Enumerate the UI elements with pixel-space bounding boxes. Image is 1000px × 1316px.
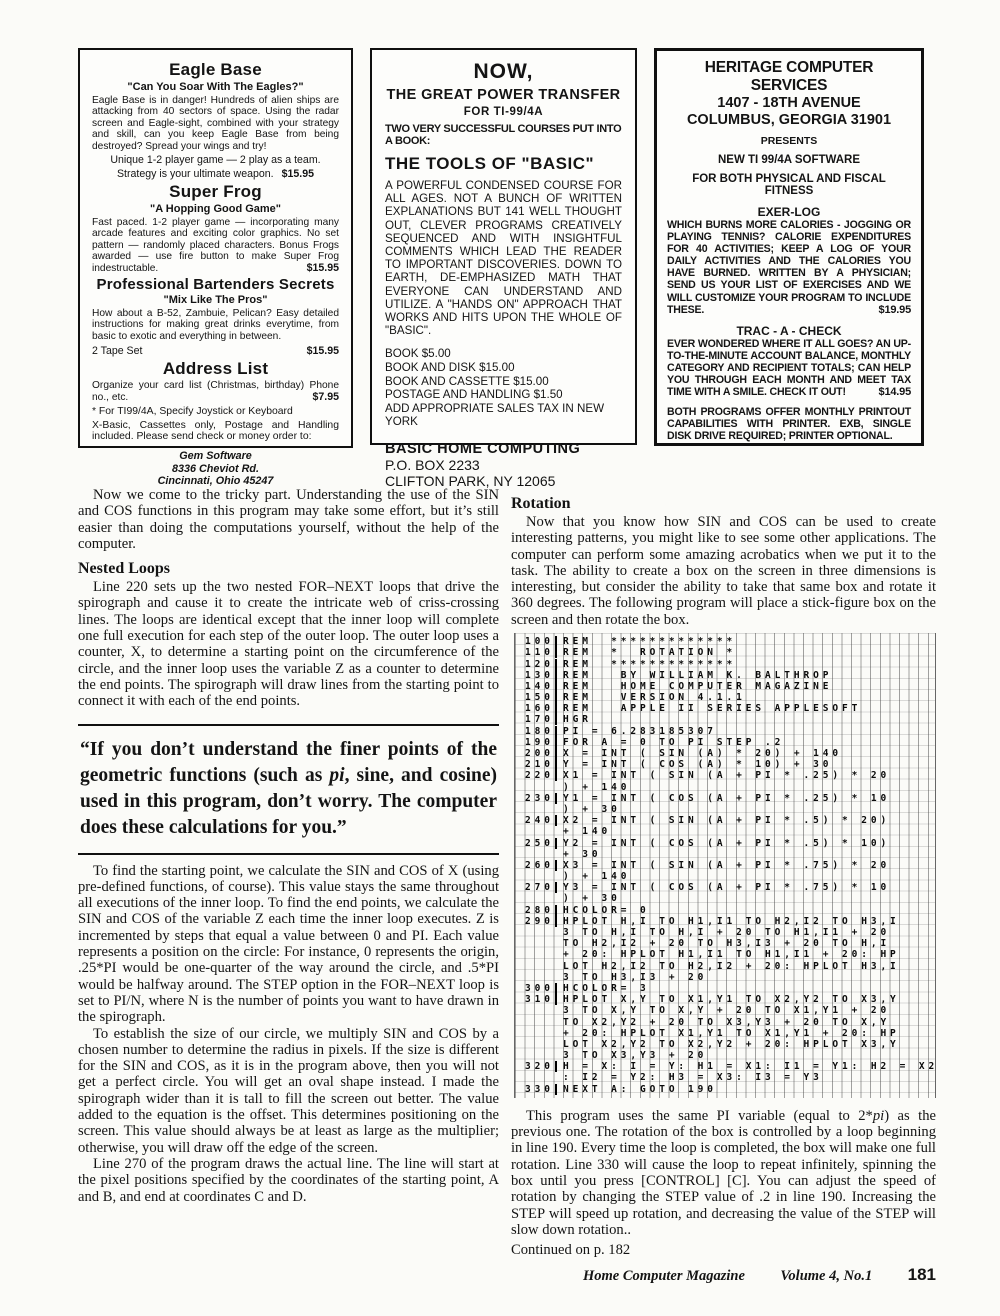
ad-note: Unique 1-2 player game — 2 play as a team. [110, 154, 321, 167]
ad-format-price-row [92, 345, 339, 357]
pull-quote: “If you don’t understand the finer points of the geometric functions (such as pi, sine, and cosine) used in this program, don’t worry. The computer does these calculations for you.” [78, 724, 499, 855]
listing-row [525, 726, 935, 737]
code-text: Y = INT ( COS (A) * 10) + 30 [563, 759, 833, 771]
code-text: REM BY WILLIAM K. BALTHROP [563, 669, 833, 681]
price-line: BOOK AND CASSETTE $15.00 [385, 374, 549, 388]
code-text: HGR [563, 714, 592, 726]
company-address: 1407 - 18TH AVENUE [717, 95, 861, 111]
magazine-title: Home Computer Magazine [583, 1268, 745, 1285]
company-name: Gem Software [179, 450, 252, 463]
code-text: X1 = INT ( SIN (A + PI * .25) * 20 [563, 770, 891, 782]
code-text: X = INT ( SIN (A) * 20) + 140 [563, 748, 842, 760]
listing-row [525, 905, 935, 916]
code-text: HPLOT H,I TO H1,I1 TO H2,I2 TO H3,I [563, 915, 900, 927]
line-number: 320 [525, 1061, 557, 1072]
listing-row [525, 938, 935, 949]
ad-product-title: TRAC - A - CHECK [736, 323, 842, 338]
code-text: ) + 30 [563, 893, 621, 905]
ad-product-body: Eagle Base is in danger! Hundreds of alien ships are attacking from 40 sectors of space. Using the radar screen and Eagle-sight, combined with your strategy and skill, can you keep Eagle Base from being destroyed? Spread your wings and try! [92, 95, 339, 152]
listing-row [525, 1005, 935, 1016]
company-name: BASIC HOME COMPUTING [385, 441, 581, 457]
page-number: 181 [907, 1265, 936, 1285]
code-text: X3 = INT ( SIN (A + PI * .75) * 20 [563, 859, 891, 871]
code-text: REM VERSION 4.1.1 [563, 692, 746, 704]
ad-product-body: Organize your card list (Christmas, birthday) Phone no., etc. $7.95 [92, 380, 339, 403]
paragraph: To find the starting point, we calculate the SIN and COS of X (using pre-defined functions, of course). This value stays the same throughout all executions of the inner loop. To find the end points, we calculate the SIN and COS of the variable Z each time the inner loop executes. Z is incremented by steps that equal a value between 0 and PI. Each value represents a position on the circle: For instance, 0 represents the origin, .25*PI would be one-quarter of the way around the circle, and .5*PI would be halfway around. The STEP option in the FOR–NEXT loop is set to PI/N, where N is the number of points you want to have drawn in the spirograph. [78, 862, 499, 1026]
code-text: ) + 140 [563, 871, 631, 883]
line-number: 200 [525, 748, 557, 759]
ad-note: Strategy is your ultimate weapon. [116, 168, 274, 181]
code-text: H = X: I = Y: H1 = X1: I1 = Y1: H2 = X2 [563, 1061, 939, 1073]
ad-basic-home-computing [370, 48, 637, 489]
listing-row [525, 670, 935, 681]
line-number: 220 [525, 770, 557, 781]
page-footer [511, 1265, 936, 1285]
line-number: 250 [525, 838, 557, 849]
listing-row [525, 994, 935, 1005]
code-text: TO X2,Y2 + 20 TO X3,Y3 + 20 TO X,Y [563, 1016, 891, 1028]
price: $14.95 [873, 386, 911, 398]
company-name: HERITAGE COMPUTER SERVICES [704, 59, 874, 94]
listing-row [525, 871, 935, 882]
code-text: + 30 [563, 848, 602, 860]
code-text: : I2 = Y2: H3 = X3: I3 = Y3 [563, 1072, 823, 1084]
code-text: + 140 [563, 826, 612, 838]
line-number: 210 [525, 759, 557, 770]
ad-product-title: Address List [162, 359, 269, 379]
paragraph: Now we come to the tricky part. Understanding the use of the SIN and COS functions in this program may take some effort, but it’s still easier than doing the computations yourself, without the help of the computer. [78, 487, 499, 552]
listing-row [525, 949, 935, 960]
section-heading: Rotation [511, 495, 571, 512]
listing-row [525, 692, 935, 703]
ad-footnote: * For TI99/4A, Specify Joystick or Keyboard [92, 406, 293, 418]
article-right-column [511, 487, 939, 1285]
ad-product-tagline: "Mix Like The Pros" [163, 294, 268, 307]
line-number: 160 [525, 703, 557, 714]
listing-row [525, 770, 935, 781]
listing-row [525, 636, 935, 647]
ad-gem-software [78, 48, 353, 488]
ad-footnote: BOTH PROGRAMS OFFER MONTHLY PRINTOUT CAPABILITIES WITH PRINTER. EXB, SINGLE DISK DRIVE REQUIRED; PRINTER OPTIONAL. [667, 406, 911, 443]
ad-subheadline: NEW TI 99/4A SOFTWARE [717, 154, 861, 166]
line-number: 130 [525, 670, 557, 681]
ad-product-body: Fast paced. 1-2 player game — incorporating many arcade features and exciting color graphics. No set pattern — randomly placed characters. Bonus Frogs awarded — use fire button to make Super Frog indestructable. $15.95 [92, 217, 339, 274]
listing-row [525, 714, 935, 725]
ad-product-tagline: "A Hopping Good Game" [149, 203, 282, 216]
company-address: COLUMBUS, GEORGIA 31901 [686, 111, 892, 128]
ad-headline: THE GREAT POWER TRANSFER [386, 87, 621, 103]
listing-row [525, 1084, 935, 1095]
price: $15.95 [306, 345, 339, 358]
ad-product-tagline: "Can You Soar With The Eagles?" [127, 81, 304, 93]
listing-row [525, 849, 935, 860]
listing-row [525, 916, 935, 927]
listing-row [525, 972, 935, 983]
code-text: REM APPLE II SERIES APPLESOFT [563, 703, 862, 715]
listing-row [525, 927, 935, 938]
listing-row [525, 703, 935, 714]
price-line: BOOK AND DISK $15.00 [385, 361, 515, 375]
ad-product-title: THE TOOLS OF "BASIC" [385, 154, 595, 173]
ad-headline: NOW, [473, 60, 534, 83]
ad-product-body: How about a B-52, Zambuie, Pelican? Easy detailed instructions for making great drinks everytime, from basic to exotic and everything in between. [92, 308, 339, 342]
code-text: 3 TO H,I TO H,I + 20 TO H1,I1 + 20 [563, 927, 891, 939]
listing-row [525, 658, 935, 669]
line-number: 260 [525, 860, 557, 871]
listing-row [525, 815, 935, 826]
line-number: 230 [525, 793, 557, 804]
listing-row [525, 1039, 935, 1050]
ad-product-title: Eagle Base [169, 60, 262, 79]
code-text: HCOLOR= 0 [563, 904, 650, 916]
listing-row [525, 681, 935, 692]
code-text: + 20: HPLOT H1,I1 TO H1,I1 + 20: HP [563, 949, 900, 961]
company-address: 8336 Cheviot Rd. [171, 462, 259, 475]
paragraph: Line 220 sets up the two nested FOR–NEXT loops that drive the spirograph and cause it to create the intricate web of criss-crossing lines. The loops are identical except that the inner loop will complete one full execution for each step of the outer loop. The outer loop uses a counter, X, to determine a starting point on the circumference of the circle, and the inner loop uses the variable Z as a counter to determine the end points. The spirograph will draw lines from the starting point to connect it with each of the end points. [78, 579, 499, 710]
ad-product-body: EVER WONDERED WHERE IT ALL GOES? AN UP-TO-THE-MINUTE ACCOUNT BALANCE, MONTHLY CATEGORY AND RECIPIENT TOTALS; CAN HELP YOU THROUGH EACH MONTH AND MEET TAX TIME WITH A SMILE. CHECK IT OUT! $14.95 [667, 337, 911, 399]
basic-program-listing [514, 633, 939, 1098]
listing-row [525, 860, 935, 871]
ad-subheadline: FOR BOTH PHYSICAL AND FISCAL FITNESS [692, 173, 886, 197]
line-number: 290 [525, 916, 557, 927]
listing-row [525, 793, 935, 804]
code-text: NEXT A: GOTO 190 [563, 1083, 717, 1095]
ad-product-body: A POWERFUL CONDENSED COURSE FOR ALL AGES. NOT A BUNCH OF WRITTEN EXPLANATIONS BUT 141 WELL THOUGHT OUT, CLEVER PROGRAMS CREATIVELY SEQUENCED AND WITH INSIGHTFUL COMMENTS WHICH LEAD THE READER TO IMPORTANT DISCOVERIES. DOWN TO EARTH, DE-EMPHASIZED MATH THAT EVERYONE CAN UNDERSTAND AND UTILIZE. A "HANDS ON" APPROACH THAT WORKS AND HITS UPON THE WHOLE OF "BASIC". [385, 179, 622, 338]
article-left-column [78, 487, 499, 1285]
continued-notice: Continued on p. 182 [511, 1242, 631, 1259]
code-text: X2 = INT ( SIN (A + PI * .5) * 20) [563, 815, 891, 827]
listing-row [525, 782, 935, 793]
line-number: 240 [525, 815, 557, 826]
volume-label: Volume 4, No.1 [780, 1268, 873, 1285]
code-text: REM * ROTATION * [563, 647, 737, 659]
ad-product-title: Professional Bartenders Secrets [96, 276, 335, 294]
line-number: 300 [525, 983, 557, 994]
code-text: REM ************* [563, 658, 737, 670]
paragraph: Line 270 of the program draws the actual line. The line will start at the pixel positions specified by the coordinates of the starting point, A and B, and end at coordinates C and D. [78, 1155, 499, 1205]
listing-row [525, 737, 935, 748]
price-line: ADD APPROPRIATE SALES TAX IN NEW YORK [385, 401, 605, 429]
code-text: Y1 = INT ( COS (A + PI * .25) * 10 [563, 792, 891, 804]
code-text: HPLOT X,Y TO X1,Y1 TO X2,Y2 TO X3,Y [563, 994, 900, 1006]
price-line: POSTAGE AND HANDLING $1.50 [385, 388, 563, 402]
code-text: ) + 140 [563, 781, 631, 793]
paragraph: Now that you know how SIN and COS can be used to create interesting patterns, you might like to see some other applications. The computer can perform some amazing acrobatics when we put it to the task. The ability to create a box on the screen in three dimensions is interesting, but consider the ability to take that same box and rotate it 360 degrees. The following program will place a stick-figure box on the screen and then rotate the box. [511, 514, 936, 628]
code-text: LOT H2,I2 TO H2,I2 + 20: HPLOT H3,I [563, 960, 900, 972]
listing-row [525, 804, 935, 815]
listing-row [525, 1072, 935, 1083]
ad-subtext: PRESENTS [760, 135, 818, 147]
listing-row [525, 961, 935, 972]
price: $7.95 [306, 392, 339, 403]
price: $19.95 [873, 304, 911, 316]
company-address: CLIFTON PARK, NY 12065 [385, 473, 556, 489]
code-text: Y3 = INT ( COS (A + PI * .75) * 10 [563, 882, 891, 894]
company-address: P.O. BOX 2233 [385, 457, 480, 473]
line-number: 170 [525, 714, 557, 725]
code-text: FOR A = 0 TO PI STEP .2 [563, 736, 785, 748]
code-text: TO H2,I2 + 20 TO H3,I3 + 20 TO H,I [563, 938, 891, 950]
listing-row [525, 983, 935, 994]
listing-row [525, 1061, 939, 1073]
line-number: 120 [525, 659, 557, 670]
line-number: 180 [525, 726, 557, 737]
company-address: Cincinnati, Ohio 45247 [157, 475, 274, 488]
paragraph: This program uses the same PI variable (equal to 2*pi) as the previous one. The rotation of the box is controlled by a loop beginning in line 190. Every time the loop is completed, the box will make one full rotation. Line 330 will cause the loop to repeat infinitely, spinning the box until you press [CONTROL] [C]. You can adjust the speed of rotation by changing the STEP value of .2 in line 190. Increasing the STEP will speed up rotation, and decreasing the value of the STEP will slow down rotation.. [511, 1107, 936, 1238]
price: $15.95 [281, 168, 315, 181]
listing-row [525, 882, 935, 893]
code-text: PI = 6.283185307 [563, 725, 717, 737]
line-number: 140 [525, 681, 557, 692]
ad-company-block [92, 450, 339, 488]
listing-row [525, 1016, 935, 1027]
ad-product-title: EXER-LOG [757, 205, 821, 219]
code-text: REM ************* [563, 636, 737, 648]
listing-row [525, 759, 935, 770]
listing-row [525, 826, 935, 837]
ad-subtext: TWO VERY SUCCESSFUL COURSES PUT INTO A BOOK: [385, 123, 622, 147]
ad-product-title: Super Frog [169, 182, 262, 202]
ad-heritage-computer-services [654, 48, 924, 446]
listing-row [525, 837, 935, 848]
code-text: ) + 30 [563, 803, 621, 815]
ad-footnote: X-Basic, Cassettes only, Postage and Handling included. Please send check or money order to: [92, 420, 339, 443]
code-text: 3 TO X,Y TO X,Y + 20 TO X1,Y1 + 20 [563, 1005, 891, 1017]
price: $15.95 [301, 263, 339, 274]
ad-price-list [385, 347, 622, 429]
listing-row [525, 748, 935, 759]
listing-row [525, 1028, 935, 1039]
article-body [78, 487, 939, 1285]
code-text: 3 TO X3,Y3 + 20 [563, 1050, 708, 1062]
ad-subheadline: FOR TI-99/4A [463, 106, 544, 118]
line-number: 190 [525, 737, 557, 748]
line-number: 330 [525, 1084, 557, 1095]
section-heading: Nested Loops [78, 560, 171, 578]
line-number: 270 [525, 882, 557, 893]
line-number: 110 [525, 647, 557, 658]
line-number: 150 [525, 692, 557, 703]
code-text: Y2 = INT ( COS (A + PI * .5) * 10) [563, 837, 891, 849]
line-number: 100 [525, 636, 557, 647]
ad-note-price-line [92, 168, 339, 180]
listing-row [525, 1050, 935, 1061]
code-text: HCOLOR= 3 [563, 982, 650, 994]
price-line: BOOK $5.00 [385, 347, 451, 361]
code-text: LOT X2,Y2 TO X2,Y2 + 20: HPLOT X3,Y [563, 1038, 900, 1050]
ad-row [78, 48, 936, 489]
ad-format: 2 Tape Set [92, 345, 143, 358]
code-text: + 20: HPLOT X1,Y1 TO X1,Y1 + 20: HP [563, 1027, 900, 1039]
line-number: 280 [525, 905, 557, 916]
line-number: 310 [525, 994, 557, 1005]
paragraph: To establish the size of our circle, we multiply SIN and COS by a chosen number to determine the radius in pixels. If the size is different for the SIN and COS, as it is in the program above, then you will not get a perfect circle. You will get an oval shape instead. I made the spirograph wider than it is tall to fill the screen out better. The value added to the equation is the offset. This determines positioning on the screen. This value should always be at least as large as the multiplier; otherwise, you will draw off the edge of the screen. [78, 1025, 499, 1156]
code-text: 3 TO H3,I3 + 20 [563, 971, 708, 983]
ad-product-body: WHICH BURNS MORE CALORIES - JOGGING OR PLAYING TENNIS? CALORIE EXPENDITURES FOR 40 ACTIVITIES; KEEP A LOG OF YOUR DAILY ACTIVITIES AND THE CALORIES YOU HAVE BURNED. WRITTEN BY A PHYSICIAN; SEND US YOUR LIST OF EXERCISES AND WE WILL CUSTOMIZE YOUR PROGRAM TO INCLUDE THESE. $19.95 [667, 219, 911, 316]
listing-row [525, 647, 935, 658]
code-text: REM HOME COMPUTER MAGAZINE [563, 680, 833, 692]
listing-row [525, 893, 935, 904]
